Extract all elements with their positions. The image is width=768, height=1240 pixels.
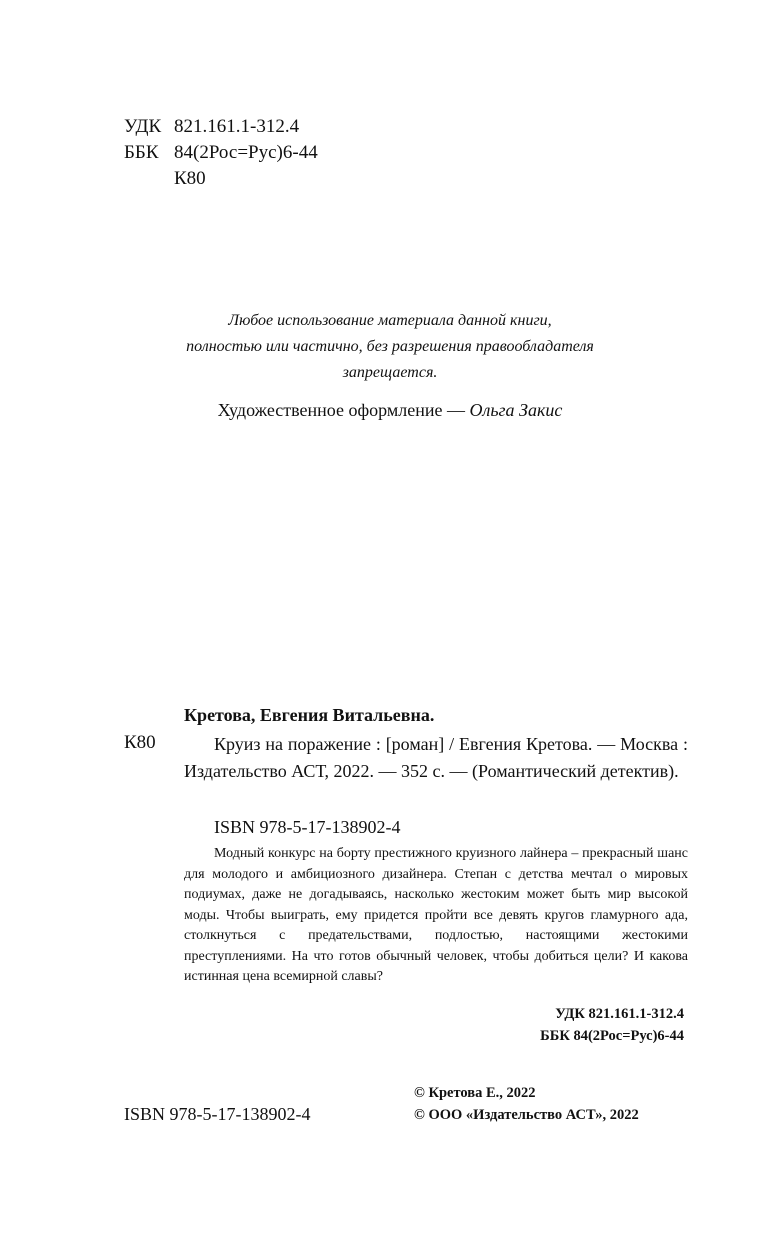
design-label: Художественное оформление — (217, 400, 470, 420)
designer-name: Ольга Закис (469, 400, 563, 420)
bibliographic-description: Круиз на поражение : [роман] / Евгения Кретова. — Москва : Издательство АСТ, 2022. — 352 с. — (Романтический детектив). (184, 734, 688, 781)
isbn-footer: ISBN 978-5-17-138902-4 (124, 1104, 311, 1124)
udk-label: УДК (124, 116, 162, 137)
bbk-value: 84(2Рос=Рус)6-44 (174, 142, 318, 163)
copyright-publisher: © ООО «Издательство АСТ», 2022 (414, 1107, 639, 1123)
copyright-author: © Кретова Е., 2022 (414, 1085, 536, 1101)
design-credit (150, 400, 630, 421)
author-mark-bibliographic: К80 (124, 732, 156, 753)
bbk-label: ББК (124, 142, 159, 163)
classification-footer (440, 1003, 684, 1047)
notice-line-3: запрещается. (342, 364, 438, 381)
notice-line-2: полностью или частично, без разрешения правообладателя (186, 338, 594, 355)
notice-line-1: Любое использование материала данной книги, (228, 312, 552, 329)
udk-line (124, 114, 299, 140)
usage-notice (150, 308, 630, 386)
bibliographic-author: Кретова, Евгения Витальевна. (184, 705, 435, 725)
udk-value: 821.161.1-312.4 (174, 116, 300, 137)
bbk-footer: ББК 84(2Рос=Рус)6-44 (540, 1028, 684, 1044)
bbk-line (124, 140, 318, 166)
copyright-block (414, 1082, 639, 1126)
author-mark-top: К80 (174, 168, 206, 189)
isbn-bibliographic: ISBN 978-5-17-138902-4 (214, 817, 401, 837)
annotation: Модный конкурс на борту престижного круизного лайнера – прекрасный шанс для молодого и амбициозного дизайнера. Степан с детства мечтал о мировых подиумах, даже не догадываясь, насколько жестоким может быть мир высокой моды. Чтобы выиграть, ему придется пройти все девять кругов гламурного ада, столкнуться с предательствами, подлостью, настоящими жестокими преступлениями. На что готов обычный человек, чтобы добиться цели? И какова истинная цена всемирной славы? (184, 846, 688, 984)
udk-footer: УДК 821.161.1-312.4 (555, 1006, 684, 1022)
